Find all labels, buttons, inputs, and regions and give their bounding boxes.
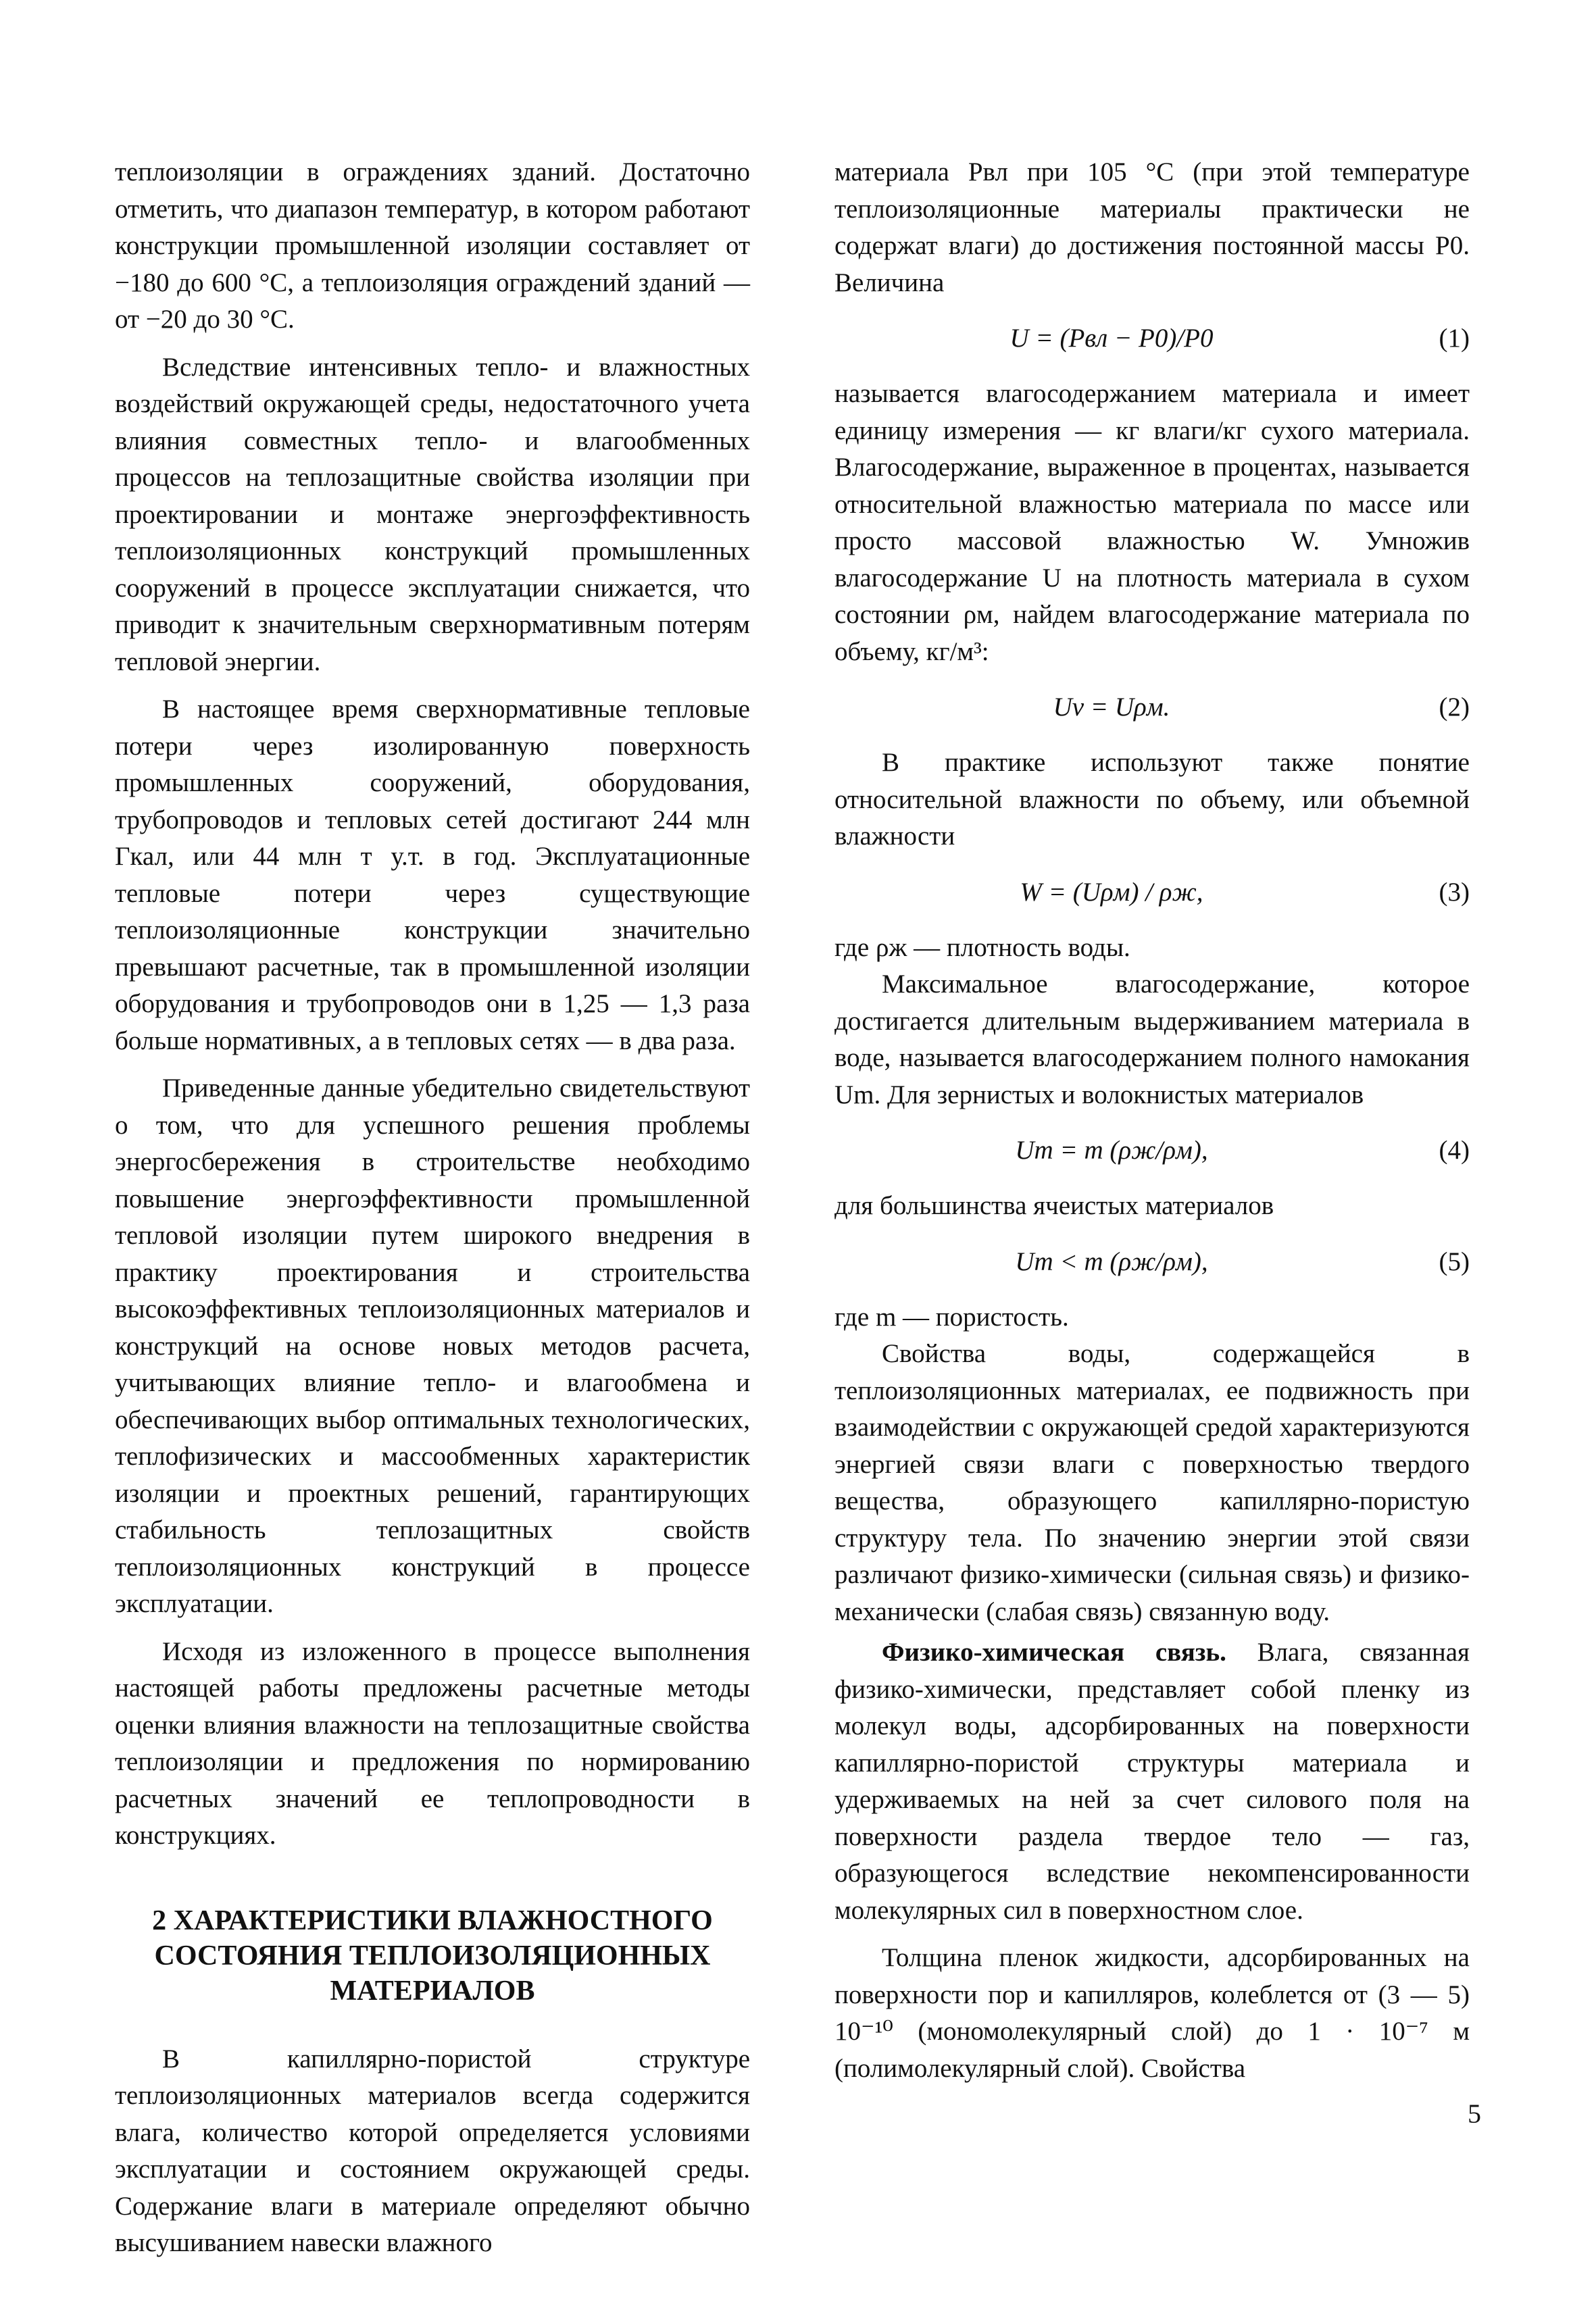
- paragraph: Приведенные данные убедительно свидетельствуют о том, что для успешного решения проблемы энергосбережения в строительстве необходимо повышение энергоэффективности промышленной тепловой изоляции путем широкого внедрения в практику проектирования и строительства высокоэффективных теплоизоляционных материалов и конструкций на основе новых методов расчета, учитывающих влияние тепло- и влагообмена и обеспечивающих выбор оптимальных технологических, теплофизических и массообменных характеристик изоляции и проектных решений, гарантирующих стабильность теплозащитных свойств теплоизоляционных конструкций в процессе эксплуатации.: [115, 1074, 750, 1618]
- equation-number: (2): [1439, 693, 1470, 722]
- paragraph: материала Pвл при 105 °С (при этой температуре теплоизоляционные материалы практически не содержат влаги) до достижения постоянной массы P0. Величина: [834, 157, 1470, 297]
- paragraph: теплоизоляции в ограждениях зданий. Достаточно отметить, что диапазон температур, в котором работают конструкции промышленной изоляции составляет от −180 до 600 °С, а теплоизоляция ограждений зданий — от −20 до 30 °С.: [115, 157, 750, 334]
- equation-number: (5): [1439, 1247, 1470, 1276]
- equation-number: (3): [1439, 877, 1470, 907]
- right-column: [834, 154, 1470, 2087]
- paragraph: называется влагосодержанием материала и имеет единицу измерения — кг влаги/кг сухого материала. Влагосодержание, выраженное в процентах, называется относительной влажностью материала по массе или просто массовой влажностью W. Умножив влагосодержание U на плотность материала в сухом состоянии ρм, найдем влагосодержание материала по объему, кг/м³:: [834, 379, 1470, 666]
- paragraph: В настоящее время сверхнормативные тепловые потери через изолированную поверхность промышленных сооружений, оборудования, трубопроводов и тепловых сетей достигают 244 млн Гкал, или 44 млн т у.т. в год. Эксплуатационные тепловые потери через существующие теплоизоляционные конструкции значительно превышают расчетные, так в промышленной изоляции оборудования и трубопроводов они в 1,25 — 1,3 раза больше нормативных, а в тепловых сетях — в два раза.: [115, 695, 750, 1055]
- paragraph: где m — пористость.: [834, 1302, 1069, 1332]
- equation-formula: U = (Pвл − P0)/P0: [1009, 324, 1214, 353]
- section-heading: 2 ХАРАКТЕРИСТИКИ ВЛАЖНОСТНОГО СОСТОЯНИЯ ТЕПЛОИЗОЛЯЦИОННЫХ МАТЕРИАЛОВ: [152, 1905, 713, 2007]
- paragraph: где ρж — плотность воды.: [834, 932, 1130, 962]
- equation-number: (4): [1439, 1136, 1470, 1165]
- left-column: [115, 154, 750, 2262]
- paragraph: В капиллярно-пористой структуре теплоизоляционных материалов всегда содержится влага, количество которой определяется условиями эксплуатации и состоянием окружающей среды. Содержание влаги в материале определяют обычно высушиванием навески влажного: [115, 2044, 750, 2257]
- equation-1: [834, 320, 1470, 357]
- paragraph: [834, 1634, 1470, 1929]
- paragraph-lead: Физико-химическая связь.: [882, 1638, 1226, 1667]
- equation-3: [834, 874, 1470, 911]
- equation-formula: Um < m (ρж/ρм),: [1015, 1247, 1208, 1276]
- equation-formula: Um = m (ρж/ρм),: [1015, 1136, 1208, 1165]
- page-number: 5: [1468, 2098, 1481, 2129]
- equation-formula: W = (Uρм) / ρж,: [1020, 877, 1203, 907]
- paragraph: Максимальное влагосодержание, которое достигается длительным выдерживанием материала в воде, называется влагосодержанием полного намокания Um. Для зернистых и волокнистых материалов: [834, 970, 1470, 1109]
- equation-formula: Uv = Uρм.: [1053, 693, 1170, 722]
- paragraph: Вследствие интенсивных тепло- и влажностных воздействий окружающей среды, недостаточного учета влияния совместных тепло- и влагообменных процессов на теплозащитные свойства изоляции при проектировании и монтаже энергоэффективность теплоизоляционных конструкций промышленных сооружений в процессе эксплуатации снижается, что приводит к значительным сверхнормативным потерям тепловой энергии.: [115, 352, 750, 676]
- paragraph: В практике используют также понятие относительной влажности по объему, или объемной влажности: [834, 748, 1470, 851]
- equation-number: (1): [1439, 324, 1470, 353]
- equation-2: [834, 689, 1470, 726]
- paragraph: Исходя из изложенного в процессе выполнения настоящей работы предложены расчетные методы оценки влияния влажности на теплозащитные свойства теплоизоляции и предложения по нормированию расчетных значений ее теплопроводности в конструкциях.: [115, 1636, 750, 1850]
- equation-4: [834, 1132, 1470, 1169]
- paragraph-body: Влага, связанная физико-химически, представляет собой пленку из молекул воды, адсорбированных на поверхности капиллярно-пористой структуры материала и удерживаемых на ней за счет силового поля на поверхности раздела твердое тело — газ, образующегося вследствие некомпенсированности молекулярных сил в поверхностном слое.: [834, 1638, 1470, 1925]
- paragraph: Свойства воды, содержащейся в теплоизоляционных материалах, ее подвижность при взаимодействии с окружающей средой характеризуются энергией связи влаги с поверхностью твердого вещества, образующего капиллярно-пористую структуру тела. По значению энергии этой связи различают физико-химически (сильная связь) и физико-механически (слабая связь) связанную воду.: [834, 1339, 1470, 1626]
- paragraph: Толщина пленок жидкости, адсорбированных на поверхности пор и капилляров, колеблется от (3 — 5) 10⁻¹⁰ (мономолекулярный слой) до 1 · 10⁻⁷ м (полимолекулярный слой). Свойства: [834, 1943, 1470, 2083]
- equation-5: [834, 1244, 1470, 1280]
- paragraph: для большинства ячеистых материалов: [834, 1191, 1274, 1220]
